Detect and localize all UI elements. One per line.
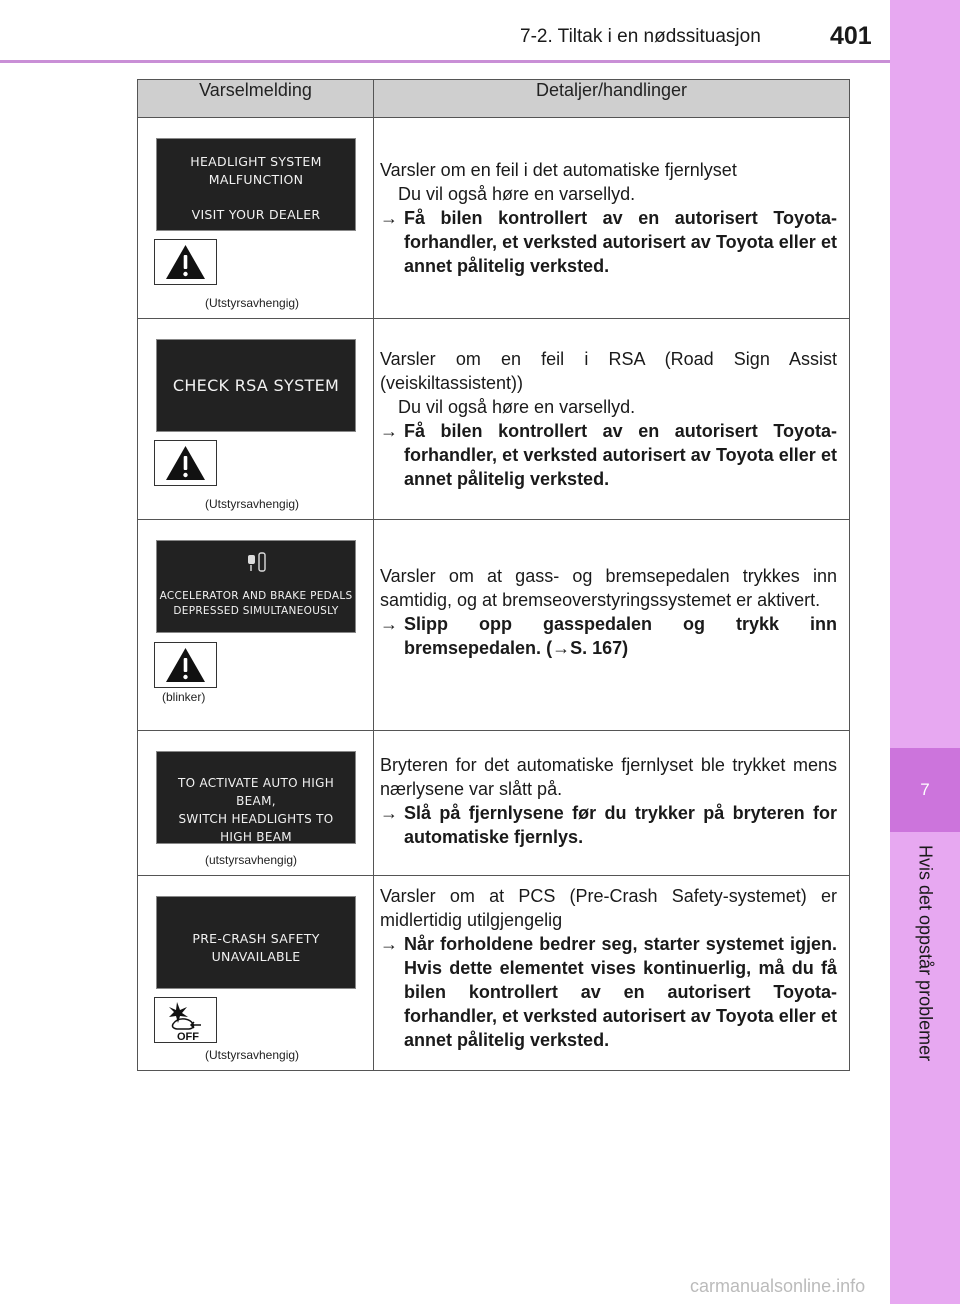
header-rule [0,60,890,63]
display-line: SWITCH HEADLIGHTS TO [178,812,334,826]
caption: (Utstyrsavhengig) [205,497,300,511]
details-cell [374,731,850,876]
details [374,876,849,1060]
off-label: OFF [177,1031,199,1042]
caption: (Utstyrsavhengig) [205,296,300,310]
arrow-icon: → [380,421,398,441]
description: Varsler om en feil i RSA (Road Sign Assist (veiskiltassistent)) [380,349,837,393]
display-screen [156,540,356,633]
chapter-label-container [895,845,955,1265]
warning-icon [155,643,216,687]
table-row [138,876,850,1071]
caption: (Utstyrsavhengig) [205,1048,300,1062]
details-cell [374,118,850,319]
action [380,206,837,278]
display-screen [156,896,356,989]
chapter-label: Hvis det oppstår problemer [915,845,936,1062]
details-cell [374,876,850,1071]
warning-icon [155,441,216,485]
action-text: Slå på fjernlysene før du trykker på bryteren for automatiske fjernlys. [404,803,837,847]
details-cell [374,520,850,731]
description: Varsler om at gass- og bremsepedalen trykkes inn samtidig, og at bremseoverstyringssystemet er aktivert. [380,566,837,610]
action-text: Få bilen kontrollert av en autorisert Toyota-forhandler, et verksted autorisert av Toyota eller et annet pålitelig verksted. [404,208,837,276]
description: Varsler om at PCS (Pre-Crash Safety-systemet) er midlertidig utilgjengelig [380,886,837,930]
display-line: VISIT YOUR DEALER [191,207,321,222]
display-line: DEPRESSED SIMULTANEOUSLY [173,605,339,617]
display-line: ACCELERATOR AND BRAKE PEDALS [159,590,353,602]
table-row [138,319,850,520]
description: Bryteren for det automatiske fjernlyset ble trykket mens nærlysene var slått på. [380,755,837,799]
column-header-message: Varselmelding [138,80,374,118]
warning-indicator [154,239,217,285]
description: Varsler om en feil i det automatiske fjernlyset [380,160,737,180]
page-reference[interactable]: S. 167 [570,638,623,658]
display-screen [156,339,356,432]
display-line: HIGH BEAM [220,830,292,844]
display-screen [156,751,356,844]
message-cell [138,520,374,731]
display-line: UNAVAILABLE [211,949,301,964]
sound-note: Du vil også høre en varsellyd. [398,397,636,417]
table-row [138,731,850,876]
action-text: Slipp opp gasspedalen og trykk inn bremsepedalen. [404,614,837,658]
display-line: MALFUNCTION [208,172,304,187]
table-header-row [138,80,850,118]
display-line-spacer [157,189,355,206]
pedal-icon [245,551,271,575]
arrow-icon: → [380,934,398,954]
action-text: Når forholdene bedrer seg, starter systemet igjen. Hvis dette elementet vises kontinuerlig, må du få bilen kontrollert av en autorisert Toyota-forhandler, et verksted autorisert av Toyota eller et annet pålitelig verksted. [404,934,837,1050]
message-cell [138,118,374,319]
table-row [138,118,850,319]
display-line: HEADLIGHT SYSTEM [190,154,322,169]
chapter-number: 7 [890,748,960,832]
display-screen [156,138,356,231]
message-cell [138,876,374,1071]
details [374,319,849,499]
details [374,731,849,857]
arrow-icon: → [552,638,571,658]
pcs-off-icon [155,998,216,1042]
display-line: PRE-CRASH SAFETY [192,931,320,946]
arrow-icon: → [380,803,398,823]
action [380,801,837,849]
details [374,118,849,286]
arrow-icon: → [380,208,398,228]
display-line: CHECK RSA SYSTEM [172,376,340,395]
caption: (utstyrsavhengig) [205,853,298,867]
details [374,520,849,668]
arrow-icon: → [380,614,398,634]
message-cell [138,731,374,876]
table-row [138,520,850,731]
caption: (blinker) [162,690,206,704]
action [380,932,837,1052]
column-header-details: Detaljer/handlinger [374,80,850,118]
display-line: TO ACTIVATE AUTO HIGH BEAM, [177,776,335,808]
action: → Slipp opp gasspedalen og trykk inn bremsepedalen. (→S. 167) [380,614,837,658]
warning-message-table [137,79,850,1071]
action-text: Få bilen kontrollert av en autorisert Toyota-forhandler, et verksted autorisert av Toyota eller et annet pålitelig verksted. [404,421,837,489]
message-cell [138,319,374,520]
watermark: carmanualsonline.info [690,1276,866,1296]
sound-note: Du vil også høre en varsellyd. [398,184,636,204]
page-number: 401 [830,22,872,50]
action [380,419,837,491]
section-title: 7-2. Tiltak i en nødssituasjon [520,26,761,47]
warning-icon [155,240,216,284]
warning-indicator [154,440,217,486]
pcs-off-indicator [154,997,217,1043]
warning-indicator [154,642,217,688]
details-cell [374,319,850,520]
